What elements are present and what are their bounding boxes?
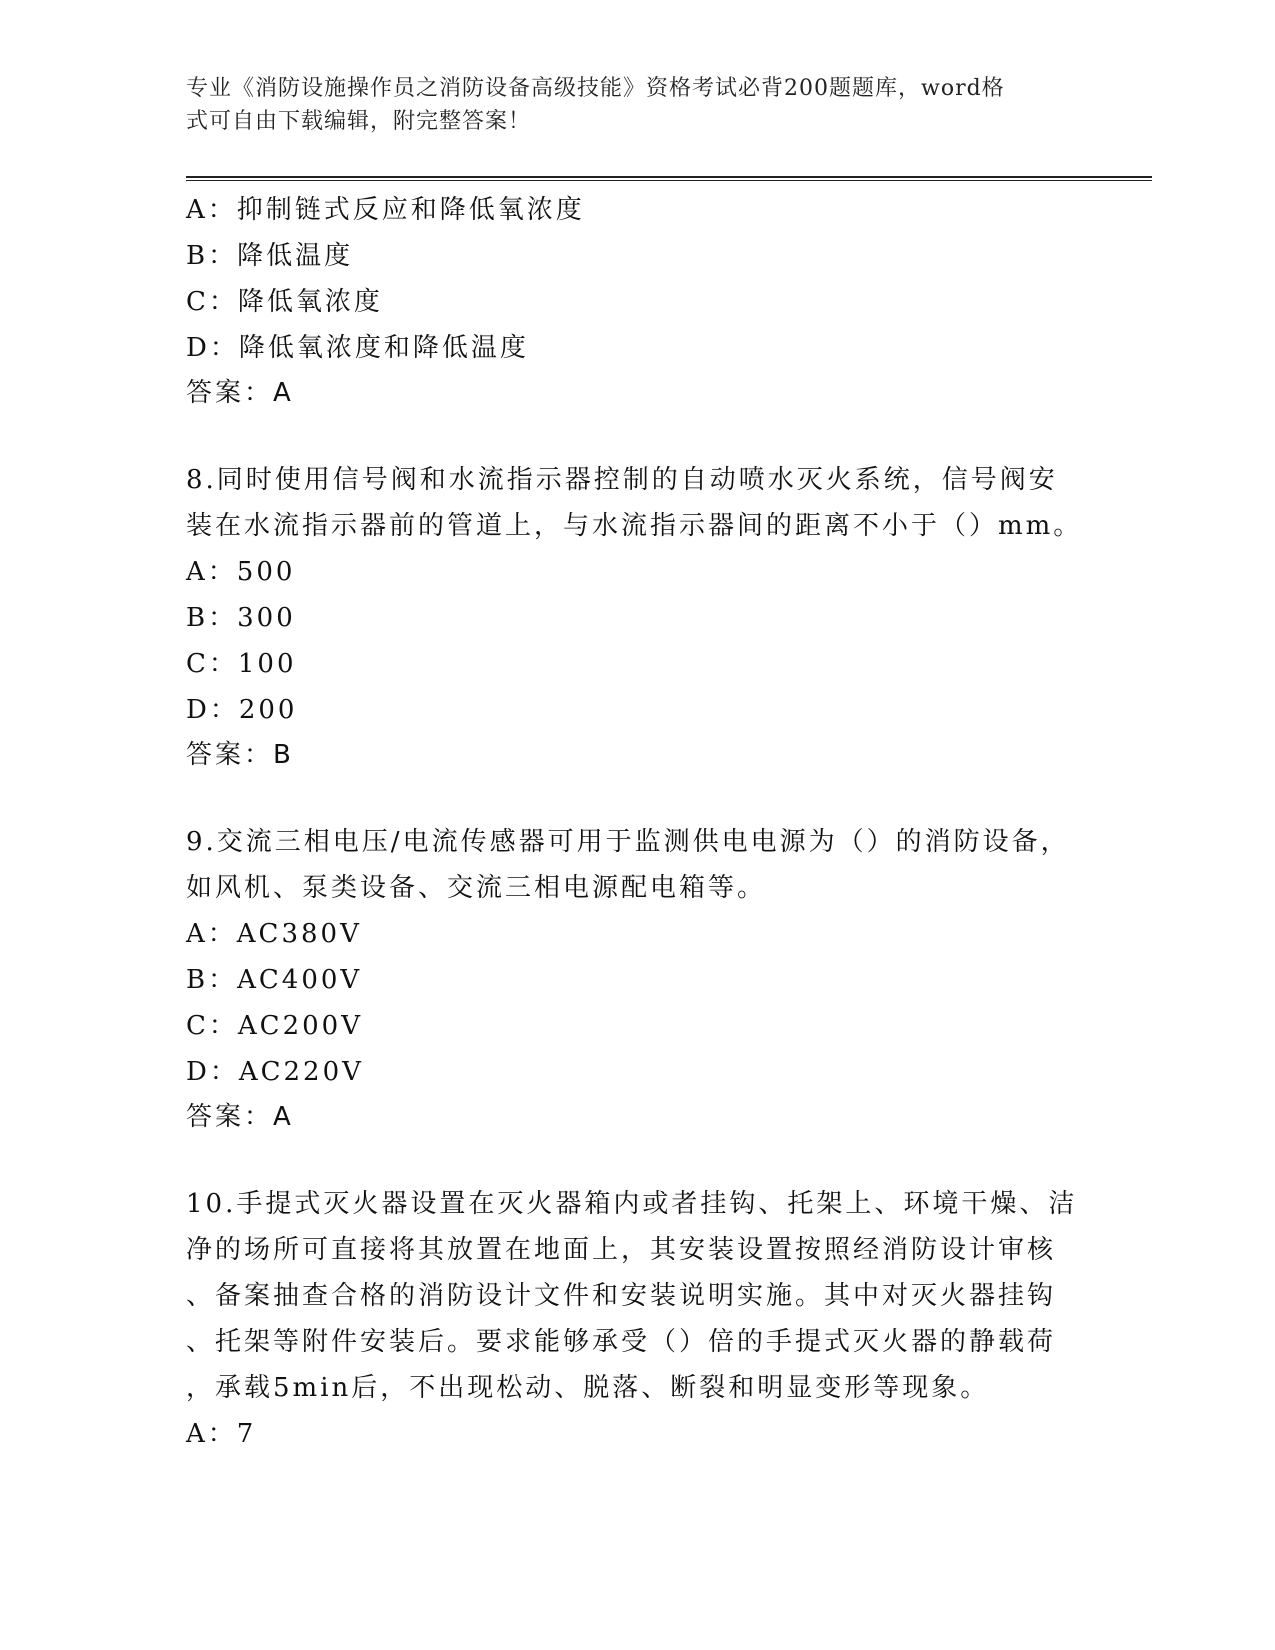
question-10 [186,1181,1086,1457]
option-c: C：降低氧浓度 [186,287,383,317]
option-b: B：AC400V [186,965,363,995]
question-text-line: 、托架等附件安装后。要求能够承受（）倍的手提式灭火器的静载荷 [186,1327,1057,1357]
question-9 [186,819,1086,1139]
option-a: A：7 [186,1419,257,1449]
spacer [186,1139,1086,1181]
spacer [186,777,1086,819]
option-b: B：300 [186,603,296,633]
option-d: D：200 [186,695,298,725]
option-a: A：500 [186,557,296,587]
question-text-line: 净的场所可直接将其放置在地面上，其安装设置按照经消防设计审核 [186,1235,1057,1265]
answer: 答案：A [186,378,294,408]
option-c: C：100 [186,649,297,679]
question-8 [186,457,1086,777]
question-7 [186,187,1086,415]
question-text-line: 10.手提式灭火器设置在灭火器箱内或者挂钩、托架上、环境干燥、洁 [186,1189,1078,1219]
question-text-line: 如风机、泵类设备、交流三相电源配电箱等。 [186,873,767,903]
question-text-line: 8.同时使用信号阀和水流指示器控制的自动喷水灭火系统，信号阀安 [186,465,1058,495]
question-text-line: 、备案抽查合格的消防设计文件和安装说明实施。其中对灭火器挂钩 [186,1281,1057,1311]
question-list [186,187,1086,1457]
option-a: A：抑制链式反应和降低氧浓度 [186,195,585,225]
question-text-line: 9.交流三相电压/电流传感器可用于监测供电电源为（）的消防设备， [186,827,1070,857]
question-text-line: ，承载5min后，不出现松动、脱落、断裂和明显变形等现象。 [186,1373,990,1403]
header-line-1: 专业《消防设施操作员之消防设备高级技能》资格考试必背200题题库，word格 [186,76,1005,101]
option-d: D：降低氧浓度和降低温度 [186,333,529,363]
header-divider [186,176,1152,181]
header-line-2: 式可自由下载编辑，附完整答案！ [186,109,532,134]
document-header [186,72,1066,138]
option-b: B：降低温度 [186,241,354,271]
question-text-line: 装在水流指示器前的管道上，与水流指示器间的距离不小于（）mm。 [186,511,1083,541]
option-d: D：AC220V [186,1057,364,1087]
option-c: C：AC200V [186,1011,363,1041]
answer: 答案：A [186,1102,294,1132]
answer: 答案：B [186,740,294,770]
spacer [186,415,1086,457]
option-a: A：AC380V [186,919,362,949]
